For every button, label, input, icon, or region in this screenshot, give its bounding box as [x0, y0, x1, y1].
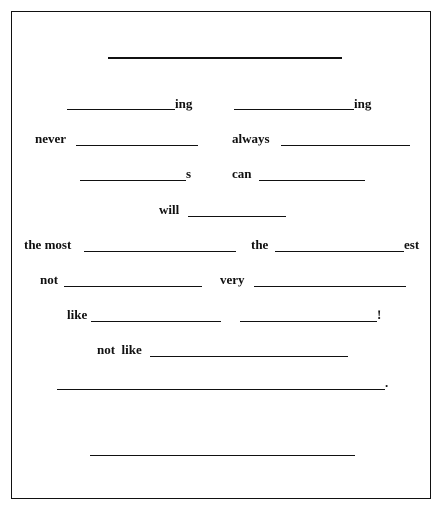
row9-blank[interactable] [57, 389, 385, 390]
row2-blank-a[interactable] [76, 145, 198, 146]
row7-blank-a[interactable] [91, 321, 221, 322]
row1-blank-b[interactable] [234, 109, 354, 110]
row6-blank-a[interactable] [64, 286, 202, 287]
row7-blank-b[interactable] [240, 321, 377, 322]
closing-blank[interactable] [90, 455, 355, 456]
row2-blank-b[interactable] [281, 145, 410, 146]
row1-suffix-b: ing [354, 96, 372, 111]
row1-blank-a[interactable] [67, 109, 175, 110]
worksheet-frame [11, 11, 431, 499]
row1-suffix-a: ing [175, 96, 193, 111]
row6-word-very: very [220, 272, 245, 287]
row2-word-always: always [232, 131, 270, 146]
row8-blank[interactable] [150, 356, 348, 357]
row3-suffix-s: s [186, 166, 192, 181]
row3-blank-b[interactable] [259, 180, 365, 181]
row4-word-will: will [159, 202, 180, 217]
row3-word-can: can [232, 166, 252, 181]
row5-suffix-est: est [404, 237, 420, 252]
row5-word-the-most: the most [24, 237, 72, 252]
row6-word-not: not [40, 272, 59, 287]
row5-blank-b[interactable] [275, 251, 404, 252]
row7-exclamation: ! [377, 307, 382, 322]
title-blank[interactable] [108, 57, 342, 59]
row2-word-never: never [35, 131, 67, 146]
row5-blank-a[interactable] [84, 251, 236, 252]
row9-period: . [385, 375, 389, 390]
row7-word-like: like [67, 307, 88, 322]
row3-blank-a[interactable] [80, 180, 186, 181]
row6-blank-b[interactable] [254, 286, 406, 287]
row4-blank[interactable] [188, 216, 286, 217]
row5-word-the: the [251, 237, 269, 252]
row8-word-not-like: not like [97, 342, 142, 357]
